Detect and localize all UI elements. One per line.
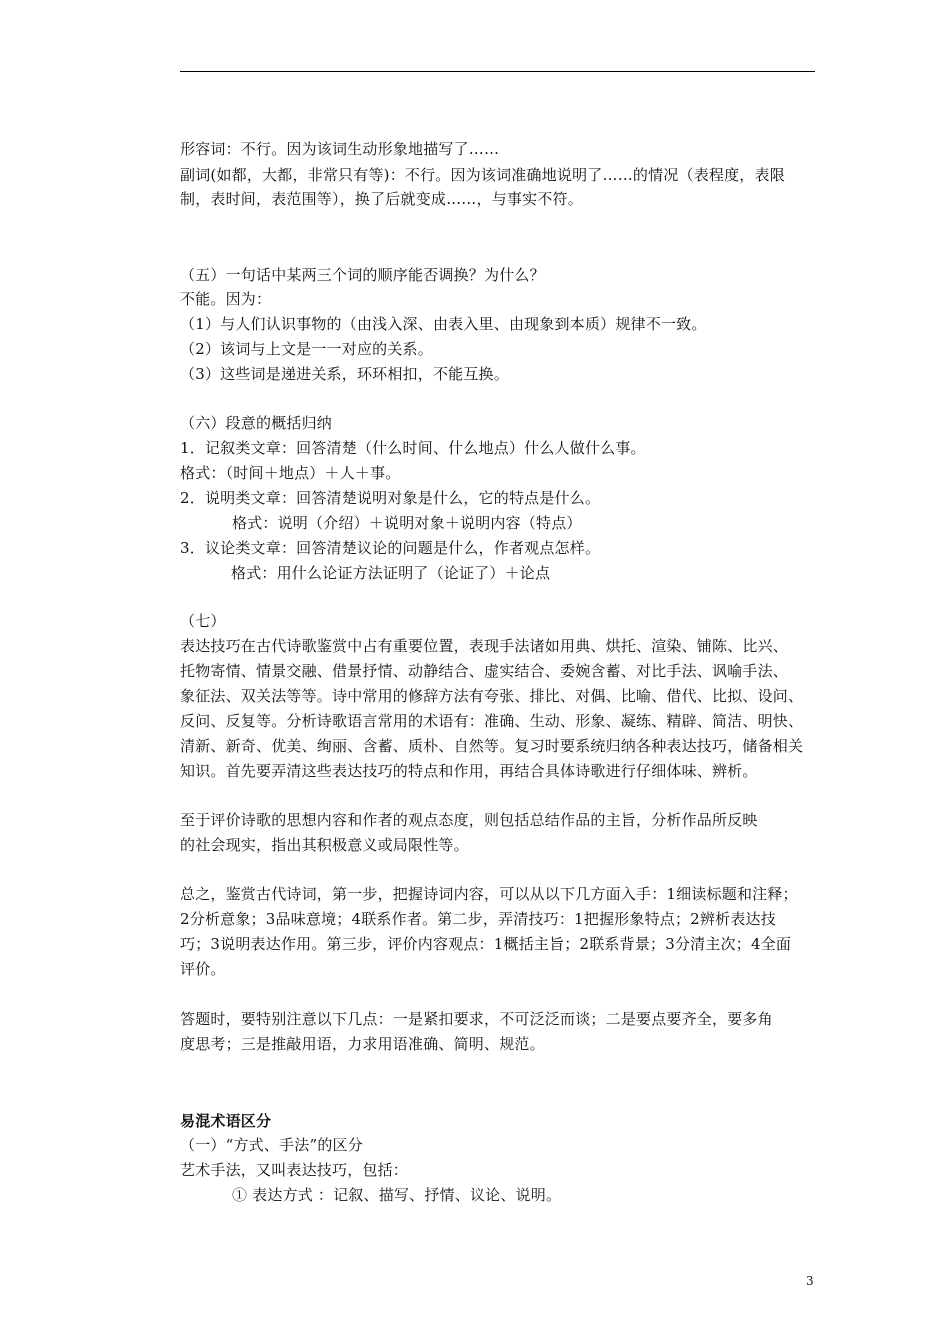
paragraph-line: 清新、新奇、优美、绚丽、含蓄、质朴、自然等。复习时要系统归纳各种表达技巧，储备相关 [180, 737, 804, 755]
list-item: 3．议论类文章：回答清楚议论的问题是什么，作者观点怎样。 [180, 539, 601, 557]
section-title: （七） [180, 612, 226, 630]
paragraph-line: 象征法、双关法等等。诗中常用的修辞方法有夸张、排比、对偶、比喻、借代、比拟、设问、 [180, 687, 804, 705]
list-item: 2．说明类文章：回答清楚说明对象是什么，它的特点是什么。 [180, 489, 601, 507]
paragraph-line: 至于评价诗歌的思想内容和作者的观点态度，则包括总结作品的主旨，分析作品所反映 [180, 811, 758, 829]
paragraph-line: 答题时，要特别注意以下几点：一是紧扣要求，不可泛泛而谈；二是要点要齐全，要多角 [180, 1010, 773, 1028]
list-item: （1）与人们认识事物的（由浅入深、由表入里、由现象到本质）规律不一致。 [180, 315, 707, 333]
paragraph-line: 的社会现实，指出其积极意义或局限性等。 [180, 836, 469, 854]
format-line: 格式：说明（介绍）＋说明对象＋说明内容（特点） [232, 514, 582, 532]
list-item: （3）这些词是递进关系，环环相扣，不能互换。 [180, 365, 509, 383]
paragraph-line: 知识。首先要弄清这些表达技巧的特点和作用，再结合具体诗歌进行仔细体味、辨析。 [180, 762, 758, 780]
text-line: 不能。因为： [180, 290, 272, 308]
format-line: 格式：用什么论证方法证明了（论证了）＋论点 [231, 564, 551, 582]
format-line: 格式：（时间＋地点）＋人＋事。 [180, 464, 401, 482]
header-rule [180, 71, 815, 72]
paragraph-line: 巧；3说明表达作用。第三步，评价内容观点：1概括主旨；2联系背景；3分清主次；4全面 [180, 935, 792, 953]
text-line: 形容词：不行。因为该词生动形象地描写了…… [180, 140, 500, 158]
list-item: （2）该词与上文是一一对应的关系。 [180, 340, 433, 358]
subsection-title: （一）“方式、手法”的区分 [180, 1136, 363, 1154]
paragraph-line: 度思考；三是推敲用语，力求用语准确、简明、规范。 [180, 1035, 545, 1053]
paragraph-line: 评价。 [180, 960, 226, 978]
paragraph-line: 2分析意象；3品味意境；4联系作者。第二步，弄清技巧：1把握形象特点；2辨析表达技 [180, 910, 776, 928]
section-title: （六）段意的概括归纳 [180, 414, 333, 432]
list-item: ① 表达方式 ：记叙、描写、抒情、议论、说明。 [232, 1186, 562, 1204]
text-line: 艺术手法，又叫表达技巧，包括： [180, 1161, 409, 1179]
paragraph-line: 总之，鉴赏古代诗词，第一步，把握诗词内容，可以从以下几方面入手：1细读标题和注释； [180, 885, 798, 903]
page-number: 3 [806, 1274, 814, 1288]
section-title: （五）一句话中某两三个词的顺序能否调换？为什么？ [180, 266, 545, 284]
list-item: 1．记叙类文章：回答清楚（什么时间、什么地点）什么人做什么事。 [180, 439, 646, 457]
paragraph-line: 反问、反复等。分析诗歌语言常用的术语有：准确、生动、形象、凝练、精辟、简洁、明快、 [180, 712, 804, 730]
text-line: 制，表时间，表范围等），换了后就变成……，与事实不符。 [180, 190, 583, 208]
text-line: 副词(如都，大都，非常只有等)：不行。因为该词准确地说明了……的情况（表程度，表限 [180, 166, 785, 184]
paragraph-line: 托物寄情、情景交融、借景抒情、动静结合、虚实结合、委婉含蓄、对比手法、讽喻手法、 [180, 662, 789, 680]
paragraph-line: 表达技巧在古代诗歌鉴赏中占有重要位置，表现手法诸如用典、烘托、渲染、铺陈、比兴、 [180, 637, 789, 655]
section-heading: 易混术语区分 [180, 1112, 272, 1130]
